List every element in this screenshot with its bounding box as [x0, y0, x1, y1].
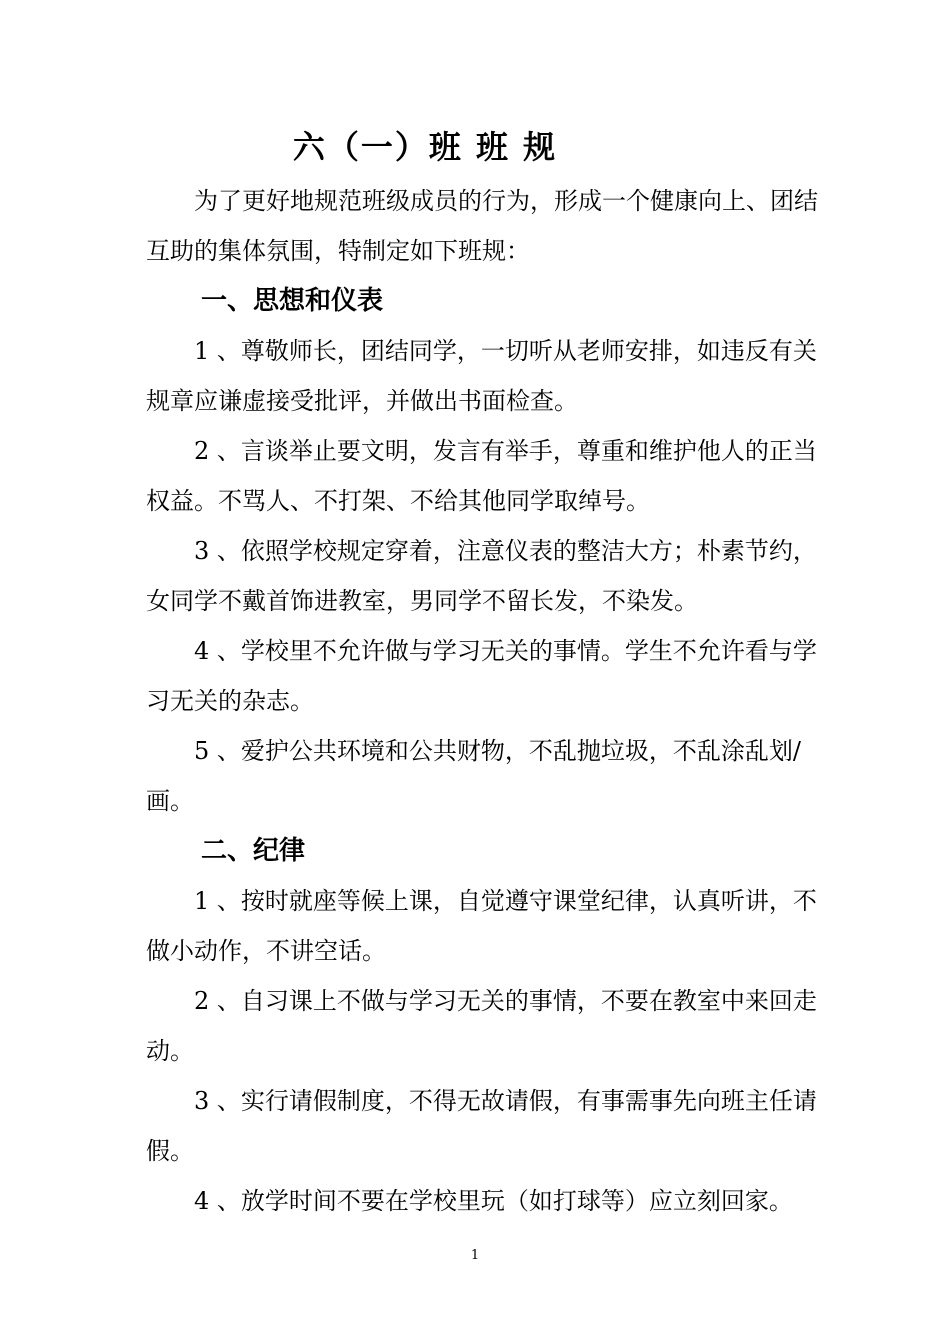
rule-item: 4 、放学时间不要在学校里玩（如打球等）应立刻回家。: [194, 1187, 793, 1215]
rule-item: 3 、依照学校规定穿着，注意仪表的整洁大方；朴素节约，女同学不戴首饰进教室，男同学不留长发，不染发。: [146, 537, 817, 615]
rule-item: 1 、尊敬师长，团结同学，一切听从老师安排，如违反有关规章应谦虚接受批评，并做出书面检查。: [146, 337, 817, 415]
rule-item: 2 、言谈举止要文明，发言有举手，尊重和维护他人的正当权益。不骂人、不打架、不给其他同学取绰号。: [146, 437, 817, 515]
section-heading-discipline: 二、纪律: [201, 836, 306, 866]
rule-item: 1 、按时就座等候上课，自觉遵守课堂纪律，认真听讲，不做小动作，不讲空话。: [146, 887, 817, 965]
rule-item: 5 、爱护公共环境和公共财物，不乱抛垃圾，不乱涂乱划/画。: [146, 737, 801, 815]
rule-item: 3 、实行请假制度，不得无故请假，有事需事先向班主任请假。: [146, 1087, 817, 1165]
document-body: [146, 176, 826, 1226]
section-heading-thought-appearance: 一、思想和仪表: [201, 286, 384, 316]
page-number: 1: [470, 1248, 480, 1263]
rule-item: 4 、学校里不允许做与学习无关的事情。学生不允许看与学习无关的杂志。: [146, 637, 817, 715]
document-title: 六（一）班 班 规: [292, 128, 558, 166]
intro-paragraph: 为了更好地规范班级成员的行为，形成一个健康向上、团结互助的集体氛围，特制定如下班规：: [146, 187, 818, 265]
rule-item: 2 、自习课上不做与学习无关的事情，不要在教室中来回走动。: [146, 987, 817, 1065]
